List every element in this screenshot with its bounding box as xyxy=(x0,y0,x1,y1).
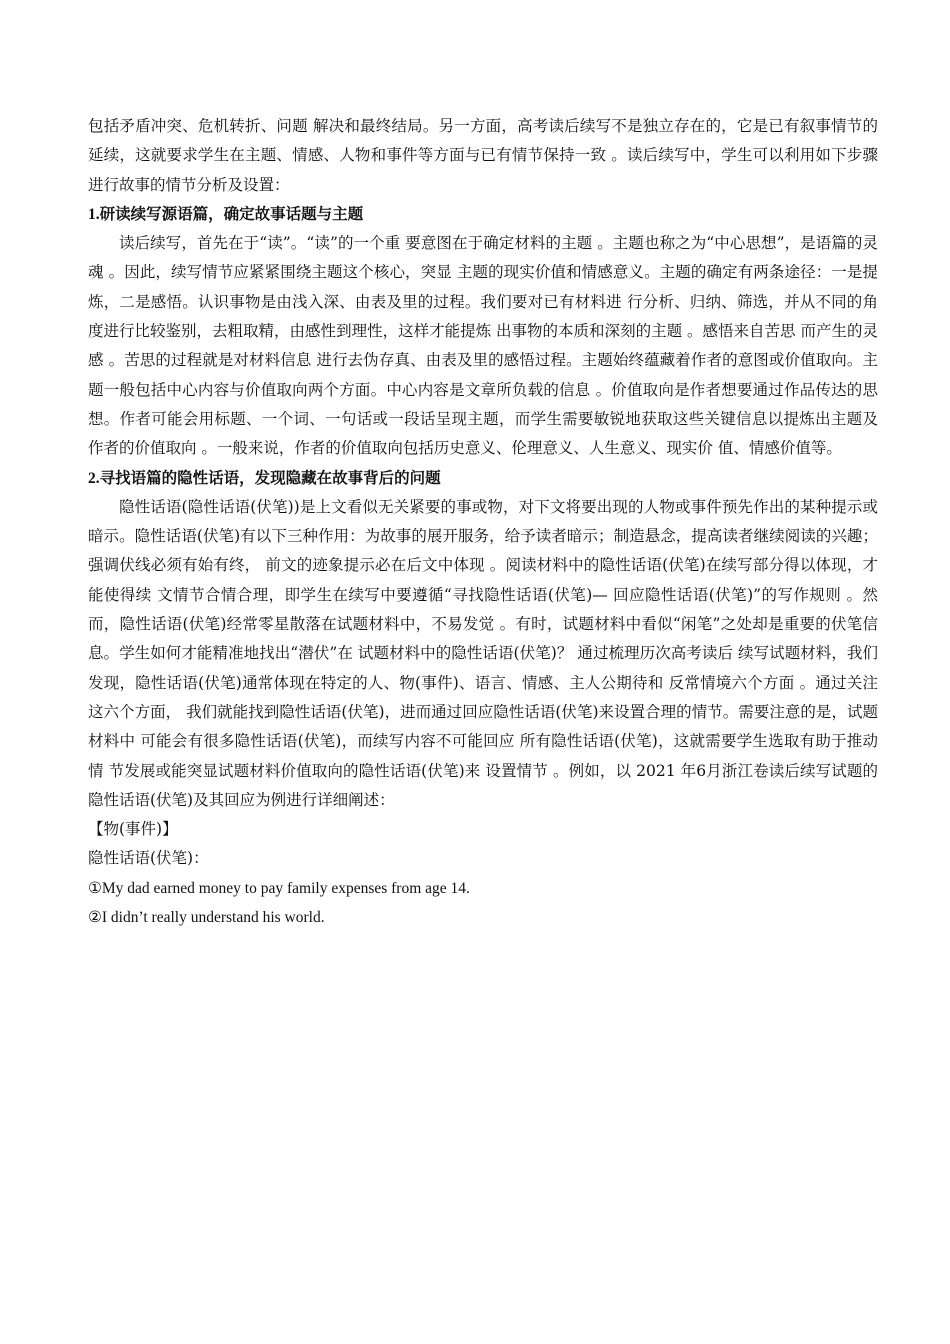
example-sentence-1: ①My dad earned money to pay family expenses from age 14. xyxy=(88,879,470,897)
section-heading-1: 1.研读续写源语篇，确定故事话题与主题 xyxy=(88,205,364,223)
section-2-paragraph: 隐性话语(隐性话语(伏笔))是上文看似无关紧要的事或物，对下文将要出现的人物或事件预先作出的某种提示或暗示。隐性话语(伏笔)有以下三种作用：为故事的展开服务，给予读者暗示；制造悬念，提高读者继续阅读的兴趣；强调伏线必须有始有终， 前文的迹象提示必在后文中体现 。阅读材料中的隐性话语(伏笔)在续写部分得以体现，才能使得续 文情节合情合理，即学生在续写中要遵循“寻找隐性话语(伏笔)— 回应隐性话语(伏笔)”的写作规则 。然而，隐性话语(伏笔)经常零星散落在试题材料中，不易发觉 。有时，试题材料中看似“闲笔”之处却是重要的伏笔信息。学生如何才能精准地找出“潜伏”在 试题材料中的隐性话语(伏笔)？ 通过梳理历次高考读后 续写试题材料，我们发现，隐性话语(伏笔)通常体现在特定的人、物(事件)、语言、情感、主人公期待和 反常情境六个方面 。通过关注这六个方面， 我们就能找到隐性话语(伏笔)，进而通过回应隐性话语(伏笔)来设置合理的情节。需要注意的是，试题材料中 可能会有很多隐性话语(伏笔)，而续写内容不可能回应 所有隐性话语(伏笔)，这就需要学生选取有助于推动情 节发展或能突显试题材料价值取向的隐性话语(伏笔)来 设置情节 。例如，以 2021 年6月浙江卷读后续写试题的隐性话语(伏笔)及其回应为例进行详细阐述： xyxy=(88,497,878,809)
intro-paragraph: 包括矛盾冲突、危机转折、问题 解决和最终结局。另一方面，高考读后续写不是独立存在的，它是已有叙事情节的延续，这就要求学生在主题、情感、人物和事件等方面与已有情节保持一致 。读后续写中，学生可以利用如下步骤进行故事的情节分析及设置： xyxy=(88,117,878,194)
example-sentence-2: ②I didn’t really understand his world. xyxy=(88,909,325,927)
item-label: 【物(事件)】 xyxy=(88,820,178,839)
section-1-paragraph: 读后续写，首先在于“读”。“读”的一个重 要意图在于确定材料的主题 。主题也称之为“中心思想”，是语篇的灵魂 。因此，续写情节应紧紧围绕主题这个核心，突显 主题的现实价值和情感意义。主题的确定有两条途径：一是提炼，二是感悟。认识事物是由浅入深、由表及里的过程。我们要对已有材料进 行分析、归纳、筛选，并从不同的角度进行比较鉴别，去粗取精，由感性到理性，这样才能提炼 出事物的本质和深刻的主题 。感悟来自苦思 而产生的灵感 。苦思的过程就是对材料信息 进行去伪存真、由表及里的感悟过程。主题始终蕴藏着作者的意图或价值取向。主题一般包括中心内容与价值取向两个方面。中心内容是文章所负载的信息 。价值取向是作者想要通过作品传达的思想。作者可能会用标题、一个词、一句话或一段话呈现主题，而学生需要敏锐地获取这些关键信息以提炼出主题及作者的价值取向 。一般来说，作者的价值取向包括历史意义、伦理意义、人生意义、现实价 值、情感价值等。 xyxy=(88,234,878,458)
foreshadow-label: 隐性话语(伏笔)： xyxy=(88,849,209,868)
section-heading-2: 2.寻找语篇的隐性话语，发现隐藏在故事背后的问题 xyxy=(88,469,441,487)
document-page xyxy=(88,112,878,932)
